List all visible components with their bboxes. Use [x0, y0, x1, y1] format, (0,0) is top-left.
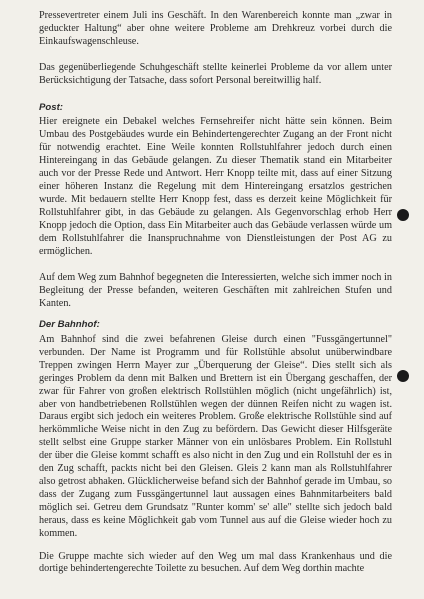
- heading-post: Post:: [39, 101, 63, 113]
- paragraph-way-to-station: Auf dem Weg zum Bahnhof begegneten die Interessierten, welche sich immer noch in Begleitung der Presse befanden, weiteren Geschäften mit zahlreichen Stufen und Kanten.: [39, 272, 392, 310]
- paragraph-shoe-store: Das gegenüberliegende Schuhgeschäft stellte keinerlei Probleme da vor allem unter Berücksichtigung der Tatsache, dass sofort Personal bereitwillig half.: [39, 61, 392, 86]
- paragraph-intro: Pressevertreter einem Juli ins Geschäft. In den Warenbereich konnte man „zwar in geduckter Haltung“ aber ohne weitere Probleme am Drehkreuz vorbei durch die Einkaufswagenschleuse.: [39, 10, 392, 47]
- paragraph-post: Hier ereignete ein Debakel welches Fernsehreifer nicht hätte sein können. Beim Umbau des Postgebäudes wurde ein Behindertengerechter Zugang an der Front nicht für notwendig erachtet. Eine Weile konnten Rollstuhlfahrer jedoch durch einen Hintereingang in das Gebäude gelangen. Zu dieser Thematik stand ein Mitarbeiter auch vor der Presse Rede und Antwort. Herr Knopp teilte mit, dass auf einer Sitzung einer höheren Instanz die Regelung mit dem Hintereingang ersatzlos gestrichen wurde. Mit bedauern stellte Herr Knopp fest, dass es derzeit keine Möglichkeit für Rollstuhlfahrer gibt, in das Gebäude zu gelangen. Als Gegenvorschlag erhob Herr Knopp jedoch die Option, dass Ein Mitarbeiter auch das Gebäude verlassen würde um dem Rollstuhlfahrer die Inanspruchnahme von Dienstleistungen der Post AG zu ermöglichen.: [39, 116, 392, 257]
- document-page: [39, 10, 392, 576]
- punch-hole-bottom: [397, 370, 409, 382]
- punch-hole-top: [397, 209, 409, 221]
- paragraph-bahnhof: Am Bahnhof sind die zwei befahrenen Gleise durch einen "Fussgängertunnel" verbunden. Der Name ist Programm und für Rollstühle absolut unüberwindbare Treppen zwingen Herrn Mayer zur „Überquerung der Gleise“. Dies stellt sich als geringes Problem da denn mit Balken und Brettern ist ein Übergang geschaffen, der zwar für Fahrer von großen elektrisch Rollstühlen möglich (nicht ungefährlich) ist, aber von handbetriebenen Rollstühlen wegen der dünnen Reifen nicht zu wagen ist. Daraus ergibt sich jedoch ein weiteres Problem. Große elektrische Rollstühle sind auf herkömmliche Weise nicht in den Zug zu befördern. Das Gewicht dieser Hilfsgeräte stellt selbst eine Gruppe starker Männer von ein unlösbares Problem. Ein Rollstuhl der über die Gleise kommt schafft es also nicht in den Zug und ein Rollstuhl der es in den Zug schafft, packts nicht bei den Gleisen. Gleis 2 kann man als Rollstuhlfahrer also getrost abhaken. Glücklicherweise befand sich der Bahnhof gerade im Umbau, so dass der Zugang zum Fussgängertunnel laut aussagen eines Bahnmitarbeiters bald möglich sei. Getreu dem Grundsatz "Runter komm' se' alle" stellte sich jedoch bald heraus, dass es keine Möglichkeit gab vom Tunnel aus auf die Gleise wieder hoch zu kommen.: [39, 334, 392, 539]
- heading-bahnhof: Der Bahnhof:: [39, 319, 100, 331]
- paragraph-group: Die Gruppe machte sich wieder auf den Weg um mal dass Krankenhaus und die dortige behindertengerechte Toilette zu besuchen. Auf dem Weg dorthin machte: [39, 550, 392, 575]
